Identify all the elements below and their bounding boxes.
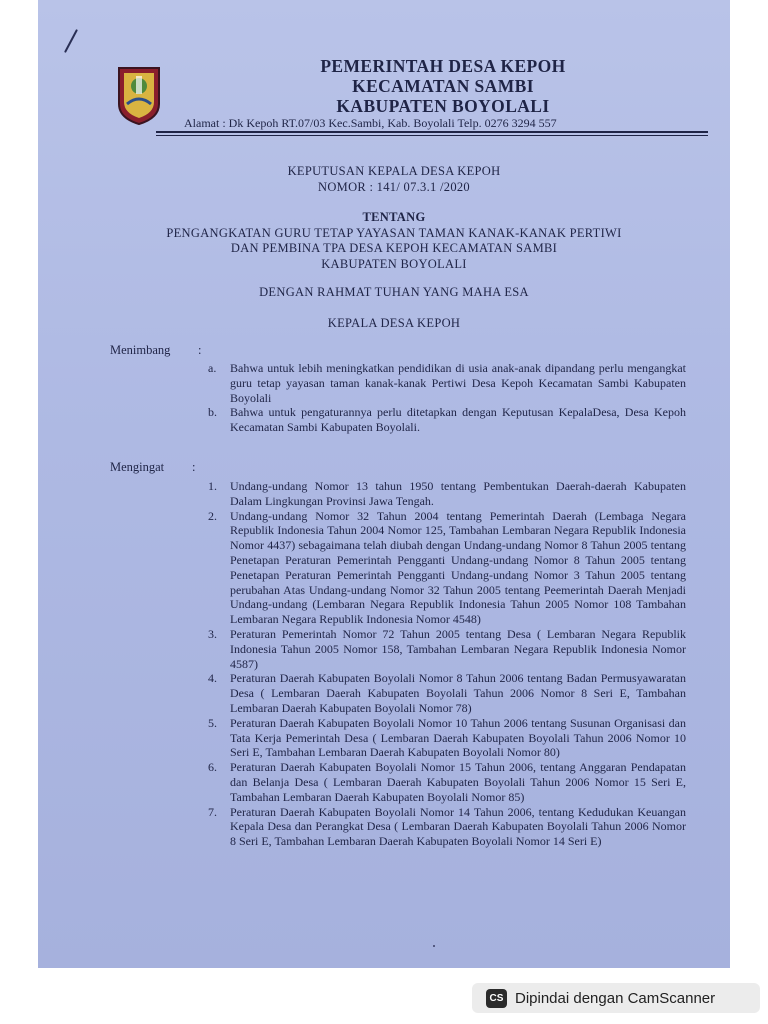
remembering-item-marker: 4.	[208, 671, 217, 686]
scanned-page	[38, 0, 730, 968]
decree-official: KEPALA DESA KEPOH	[327, 316, 461, 330]
letterhead-district: KECAMATAN SAMBI	[352, 76, 534, 96]
decree-about-label: TENTANG	[362, 210, 426, 224]
scan-speck	[433, 945, 435, 947]
letterhead-address: Alamat : Dk Kepoh RT.07/03 Kec.Sambi, Kab. Boyolali Telp. 0276 3294 557	[184, 116, 557, 130]
remembering-item-marker: 2.	[208, 508, 217, 523]
decree-about-line-1: PENGANGKATAN GURU TETAP YAYASAN TAMAN KANAK-KANAK PERTIWI	[166, 225, 622, 240]
considering-item-marker: b.	[208, 405, 217, 420]
considering-colon: :	[198, 343, 202, 357]
remembering-item	[208, 760, 686, 804]
remembering-item	[208, 627, 686, 671]
camscanner-badge	[472, 983, 760, 1013]
letterhead-rule-thick	[156, 131, 708, 133]
camscanner-label: Dipindai dengan CamScanner	[515, 989, 716, 1007]
pen-mark	[64, 29, 78, 53]
remembering-item-marker: 7.	[208, 804, 217, 819]
remembering-item-text: Undang-undang Nomor 13 tahun 1950 tentang Pembentukan Daerah-daerah Kabupaten Dalam Lingkungan Provinsi Jawa Tengah.	[230, 479, 686, 508]
remembering-item	[208, 671, 686, 715]
considering-item-text: Bahwa untuk pengaturannya perlu ditetapkan dengan Keputusan KepalaDesa, Desa Kepoh Kecamatan Sambi Kabupaten Boyolali.	[230, 405, 686, 435]
remembering-item-marker: 1.	[208, 479, 217, 493]
decree-about-line-2: DAN PEMBINA TPA DESA KEPOH KECAMATAN SAMBI	[230, 241, 558, 255]
decree-number: NOMOR : 141/ 07.3.1 /2020	[318, 179, 470, 194]
letterhead	[188, 56, 698, 116]
remembering-item	[208, 479, 686, 509]
remembering-item-marker: 6.	[208, 760, 217, 775]
remembering-item-text: Peraturan Daerah Kabupaten Boyolali Nomor 15 Tahun 2006, tentang Anggaran Pendapatan dan Belanja Desa ( Lembaran Daerah Kabupaten Boyolali Tahun 2006 Nomor 15 Seri E, Tambahan Lembaran Daerah Kabupaten Boyolali Nomor 85)	[230, 760, 686, 804]
letterhead-government: PEMERINTAH DESA KEPOH	[320, 56, 566, 76]
decree-about-line-3: KABUPATEN BOYOLALI	[321, 256, 467, 271]
decree-title: KEPUTUSAN KEPALA DESA KEPOH	[287, 164, 501, 178]
remembering-item-text: Peraturan Daerah Kabupaten Boyolali Nomor 8 Tahun 2006 tentang Badan Permusyawaratan Desa ( Lembaran Daerah Kabupaten Boyolali Tahun 2006 Nomor 8 Seri E, Tambahan Lembaran Daerah Kabupaten Boyolali Nomor 78)	[230, 671, 686, 715]
regency-emblem-icon	[115, 64, 163, 126]
remembering-item	[208, 805, 686, 849]
remembering-item-marker: 5.	[208, 715, 217, 730]
remembering-label: Mengingat	[110, 460, 165, 474]
decree-grace: DENGAN RAHMAT TUHAN YANG MAHA ESA	[259, 285, 529, 299]
remembering-item	[208, 509, 686, 627]
considering-item-marker: a.	[208, 361, 217, 375]
remembering-colon: :	[192, 460, 196, 474]
remembering-list	[208, 479, 686, 849]
remembering-item-text: Peraturan Daerah Kabupaten Boyolali Nomor 14 Tahun 2006, tentang Kedudukan Keuangan Kepala Desa dan Perangkat Desa ( Lembaran Daerah Kabupaten Boyolali Tahun 2006 Nomor 8 Seri E, Tambahan Lembaran Daerah Kabupaten Boyolali Nomor 14 Seri E)	[230, 804, 686, 849]
decree-heading	[138, 164, 650, 195]
remembering-item-text: Undang-undang Nomor 32 Tahun 2004 tentang Pemerintah Daerah (Lembaga Negara Republik Indonesia Tahun 2004 Nomor 125, Tambahan Lembaran Negara Republik Indonesia Nomor 4437) sebagaimana telah diubah dengan Undang-undang Nomor 8 Tahun 2005 tentang Penetapan Peraturan Pemerintah Pengganti Undang-undang Nomor 8 Tahun 2005 tentang Penetapan Peraturan Pemerintah Pengganti Undang-undang Nomor 3 Tahun 2005 tentang perubahan Atas Undang-undang Nomor 32 Tahun 2005 tentang Peemerintah Daerah Menjadi Undang-undang (Lembaran Negara Republik Indonesia Tahun 2005 Nomor 108 Tambahan Lembaran Negara Republik Indonesia Nomor 4548)	[230, 508, 686, 627]
letterhead-regency: KABUPATEN BOYOLALI	[336, 96, 550, 116]
remembering-item-marker: 3.	[208, 626, 217, 641]
letterhead-rule-thin	[156, 135, 708, 136]
remembering-item	[208, 716, 686, 760]
considering-item-text: Bahwa untuk lebih meningkatkan pendidikan di usia anak-anak dipandang perlu mengangkat guru tetap yayasan taman kanak-kanak Pertiwi Desa Kepoh Kecamatan Sambi Kabupaten Boyolali	[230, 361, 686, 405]
considering-label: Menimbang	[110, 343, 171, 357]
camscanner-logo-icon: CS	[486, 989, 507, 1008]
considering-item	[208, 361, 686, 405]
remembering-item-text: Peraturan Daerah Kabupaten Boyolali Nomor 10 Tahun 2006 tentang Susunan Organisasi dan Tata Kerja Pemerintah Desa ( Lembaran Daerah Kabupaten Boyolali Tahun 2006 Nomor 10 Seri E, Tambahan Lembaran Daerah Kabupaten Boyolali Nomor 80)	[230, 715, 686, 760]
considering-item	[208, 405, 686, 435]
decree-subject	[138, 210, 650, 272]
considering-list	[208, 361, 686, 435]
remembering-item-text: Peraturan Pemerintah Nomor 72 Tahun 2005 tentang Desa ( Lembaran Negara Republik Indonesia Tahun 2005 Nomor 158, Tambahan Lembaran Negara Republik Indonesia Nomor 4587)	[230, 626, 686, 671]
